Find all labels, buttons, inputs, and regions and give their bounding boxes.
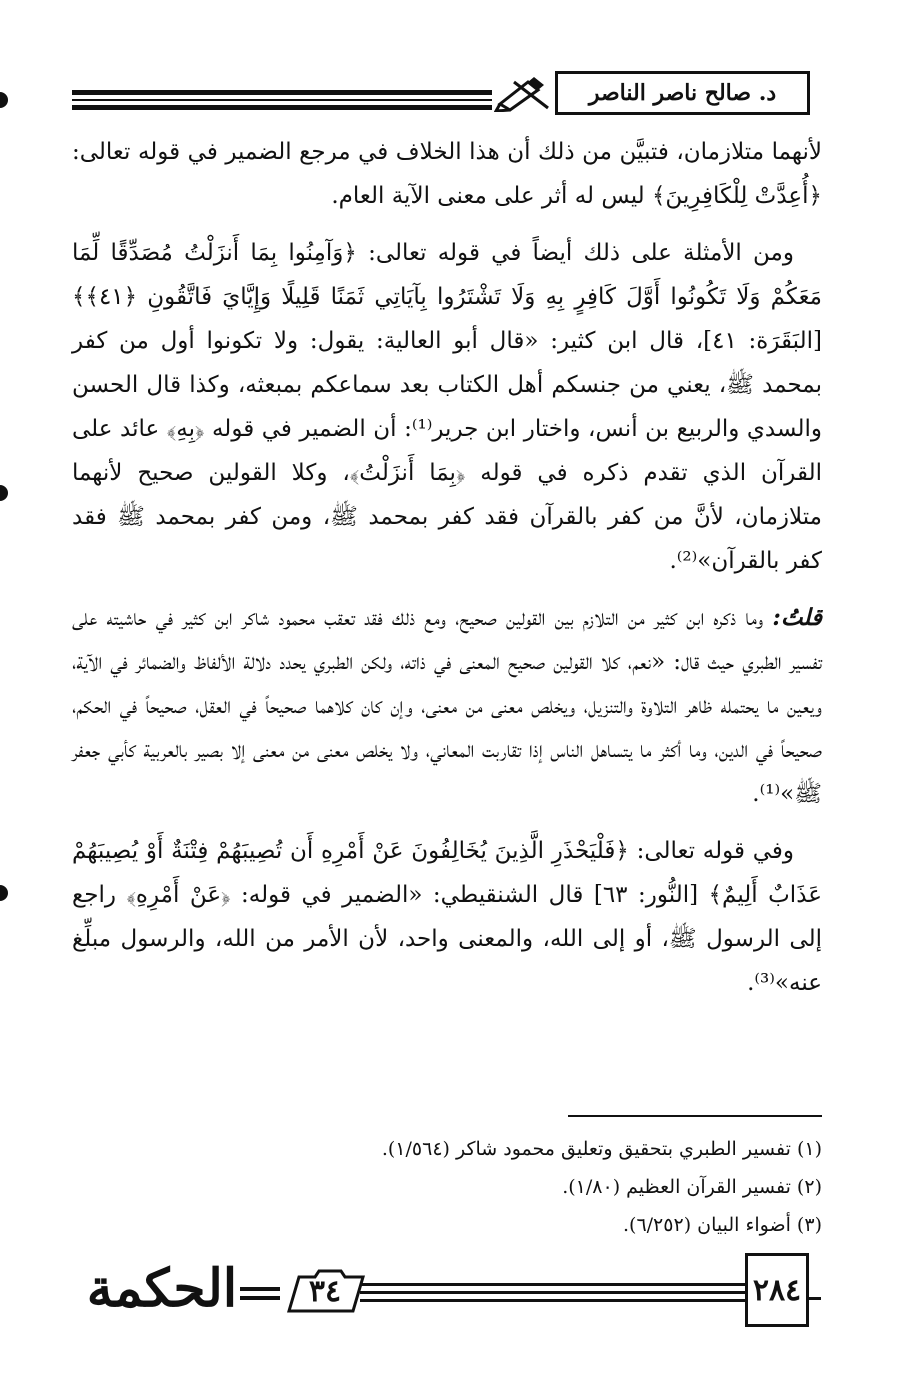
pen-icon	[494, 74, 552, 112]
article-body	[72, 130, 822, 1018]
footnote-divider	[568, 1115, 822, 1117]
paragraph: وما ذكره ابن كثير من التلازم بين القولين صحيح، ومع ذلك فقد تعقب محمود شاكر ابن كثير في حاشيته على تفسير الطبري حيث قال: «نعم، كلا القولين صحيح المعنى في ذاته، ولكن الطبري يحدد دلالة الألفاظ والضمائر في الآية، ويعين ما يحتمله ظاهر التلاوة والتنزيل، ويخلص معنى من معنى، وإن كان كلاهما صحيحاً في العقل، صحيحاً في الحكم، صحيحاً في الدين، وما أكثر ما يتساهل الناس إذا تقاربت المعاني، ولا يخلص معنى من معنى إلا بصير بالعربية كأبي جعفر ﷺ»⁽¹⁾.	[72, 605, 822, 807]
footer-rule	[809, 1297, 821, 1300]
issue-number	[295, 1271, 355, 1311]
footer-rule	[360, 1283, 745, 1286]
header-rule	[72, 90, 492, 95]
journal-logo	[82, 1258, 242, 1320]
binding-dot	[0, 92, 8, 108]
author-header	[555, 71, 810, 115]
footer-dash	[240, 1287, 280, 1291]
paragraph: ومن الأمثلة على ذلك أيضاً في قوله تعالى: ﴿وَآمِنُوا بِمَا أَنزَلْتُ مُصَدِّقًا لِّمَا مَعَكُمْ وَلَا تَكُونُوا أَوَّلَ كَافِرٍ بِهِ وَلَا تَشْتَرُوا بِآيَاتِي ثَمَنًا قَلِيلًا وَإِيَّايَ فَاتَّقُونِ ﴿٤١﴾﴾ [البَقَرَة: ٤١]، قال ابن كثير: «قال أبو العالية: يقول: ولا تكونوا أول من كفر بمحمد ﷺ، يعني من جنسكم أهل الكتاب بعد سماعكم بمبعثه، وكذا قال الحسن والسدي والربيع بن أنس، واختار ابن جرير⁽¹⁾: أن الضمير في قوله ﴿بِهِ﴾ عائد على القرآن الذي تقدم ذكره في قوله ﴿بِمَا أَنزَلْتُ﴾، وكلا القولين صحيح لأنهما متلازمان، لأنَّ من كفر بالقرآن فقد كفر بمحمد ﷺ، ومن كفر بمحمد ﷺ فقد كفر بالقرآن»⁽²⁾.	[72, 240, 822, 574]
paragraph: لأنهما متلازمان، فتبيَّن من ذلك أن هذا الخلاف في مرجع الضمير في قوله تعالى: ﴿أُعِدَّتْ لِلْكَافِرِينَ﴾ ليس له أثر على معنى الآية العام.	[72, 139, 822, 209]
author-name: د. صالح ناصر الناصر	[588, 80, 777, 106]
header-rule	[72, 105, 492, 110]
page-number-text: ٢٨٤	[752, 1272, 802, 1308]
paragraph: وفي قوله تعالى: ﴿فَلْيَحْذَرِ الَّذِينَ يُخَالِفُونَ عَنْ أَمْرِهِ أَن تُصِيبَهُمْ فِتْنَةٌ أَوْ يُصِيبَهُمْ عَذَابٌ أَلِيمٌ﴾ [النُّور: ٦٣] قال الشنقيطي: «الضمير في قوله: ﴿عَنْ أَمْرِهِ﴾ راجع إلى الرسول ﷺ، أو إلى الله، والمعنى واحد، لأن الأمر من الله، والرسول مبلِّغ عنه»⁽³⁾.	[72, 838, 822, 996]
footer-dash	[240, 1296, 280, 1300]
binding-dot	[0, 885, 8, 901]
footnote: (٢) تفسير القرآن العظيم (١/٨٠).	[562, 1176, 822, 1198]
qult-label: قلتُ:	[772, 604, 823, 631]
footer-rule	[360, 1299, 745, 1302]
page-number	[745, 1253, 809, 1327]
footnote: (٣) أضواء البيان (٦/٢٥٢).	[623, 1214, 822, 1236]
issue-number-text: ٣٤	[308, 1273, 342, 1309]
journal-logo-text: الحكمة	[86, 1258, 238, 1319]
footnote: (١) تفسير الطبري بتحقيق وتعليق محمود شاكر (١/٥٦٤).	[381, 1138, 822, 1160]
paragraph-qult	[72, 596, 822, 816]
footnotes	[122, 1130, 822, 1244]
binding-dot	[0, 485, 8, 501]
header-rule	[72, 99, 492, 101]
footer-rule	[360, 1291, 745, 1294]
